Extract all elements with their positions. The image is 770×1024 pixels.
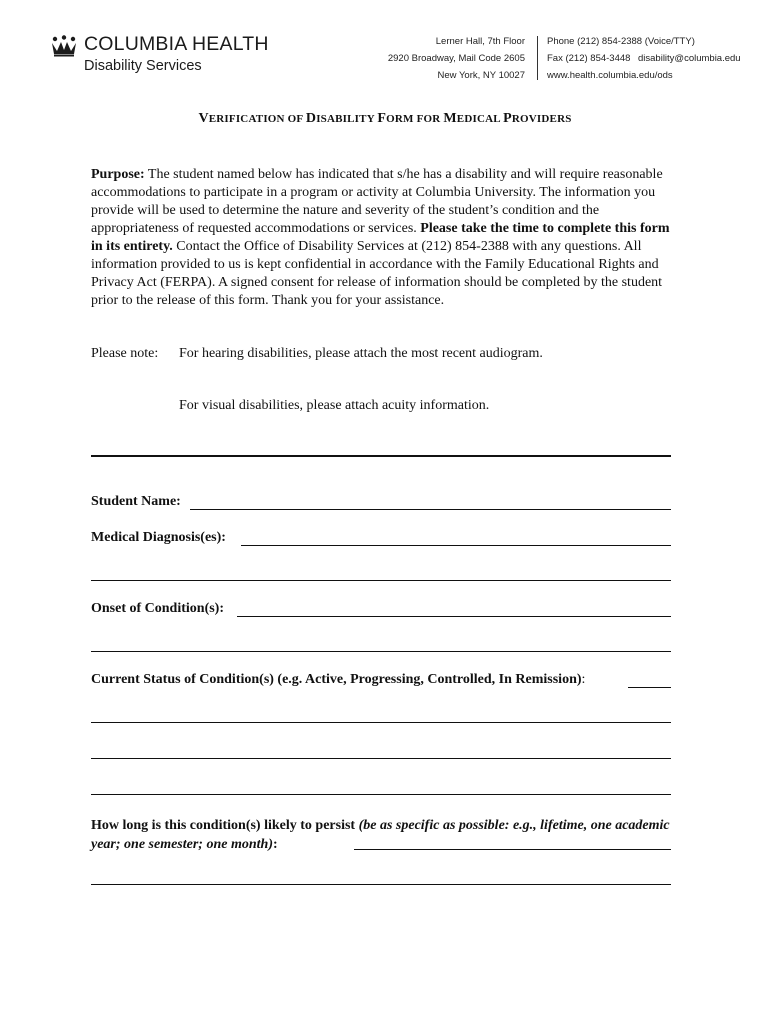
note-label: Please note: (91, 346, 159, 361)
onset-label: Onset of Condition(s): (91, 601, 225, 616)
status-label-text: Current Status of Condition(s) (e.g. Active, Progressing, Controlled, In Remission) (91, 672, 582, 687)
diagnosis-field[interactable] (241, 545, 671, 546)
student-name-field[interactable] (190, 509, 671, 510)
logo-title: COLUMBIA HEALTH (84, 33, 269, 55)
title-rest: EDICAL (456, 113, 504, 125)
form-title (0, 111, 770, 127)
onset-field-line-2[interactable] (91, 651, 671, 652)
purpose-label: Purpose: (91, 167, 145, 182)
purpose-text-continued: Contact the Office of Disability Services at (212) 854-2388 with any questions. All information provided to us is kept confidential in accordance with the Family Educational Rights and Privacy Act (FERPA). A signed consent for release of information should be completed by the student prior to the release of this form. Thank you for your assistance. (91, 239, 663, 308)
title-cap: F (377, 111, 387, 126)
student-name-label: Student Name: (91, 494, 181, 509)
title-cap: M (443, 111, 457, 126)
diagnosis-label: Medical Diagnosis(es): (91, 530, 226, 545)
purpose-paragraph (91, 166, 673, 310)
contact-block (547, 37, 762, 82)
status-label (91, 672, 585, 688)
status-field-line-2[interactable] (91, 722, 671, 723)
title-rest: ORM FOR (386, 113, 444, 125)
website-link[interactable]: www.health.columbia.edu/ods (547, 70, 673, 81)
status-colon: : (581, 672, 586, 687)
address-line-2: 2920 Broadway, Mail Code 2605 (387, 53, 525, 64)
persist-hint: (be as specific as possible: e.g., lifetime, one academic year; one semester; one month) (91, 818, 670, 852)
note-visual: For visual disabilities, please attach acuity information. (179, 398, 490, 413)
title-rest: ROVIDERS (511, 113, 572, 125)
logo-subtitle: Disability Services (84, 58, 202, 74)
onset-field[interactable] (237, 616, 671, 617)
title-cap: P (503, 111, 512, 126)
persist-label: How long is this condition(s) likely to persist (91, 818, 359, 833)
section-divider (91, 455, 671, 457)
fax-text: Fax (212) 854-3448 (547, 53, 631, 64)
status-field-line-3[interactable] (91, 758, 671, 759)
persist-colon: : (272, 837, 278, 852)
address-line-1: Lerner Hall, 7th Floor (435, 36, 525, 47)
crown-icon (51, 35, 77, 57)
persist-field-line-2[interactable] (91, 884, 671, 885)
purpose-text: The student named below has indicated that s/he has a disability and will require reasonable accommodations to participate in a program or activity at Columbia University. The information you provide will be used to determine the nature and severity of the student’s condition and the appropriateness of requested accommodations or services. (91, 167, 663, 236)
title-cap: V (198, 111, 209, 126)
purpose-emphasis: Please take the time to complete this form in its entirety. (91, 221, 670, 254)
header-divider (537, 36, 538, 80)
phone-text: Phone (212) 854-2388 (Voice/TTY) (547, 36, 695, 47)
title-rest: ERIFICATION OF (208, 113, 306, 125)
diagnosis-field-line-2[interactable] (91, 580, 671, 581)
address-block (325, 37, 525, 82)
email-link[interactable]: disability@columbia.edu (638, 53, 741, 64)
title-cap: D (305, 111, 317, 126)
status-field-line-4[interactable] (91, 794, 671, 795)
address-line-3: New York, NY 10027 (437, 70, 525, 81)
title-rest: ISABILITY (316, 113, 378, 125)
status-field[interactable] (628, 687, 671, 688)
note-hearing: For hearing disabilities, please attach the most recent audiogram. (179, 346, 543, 361)
persist-field[interactable] (354, 849, 671, 850)
